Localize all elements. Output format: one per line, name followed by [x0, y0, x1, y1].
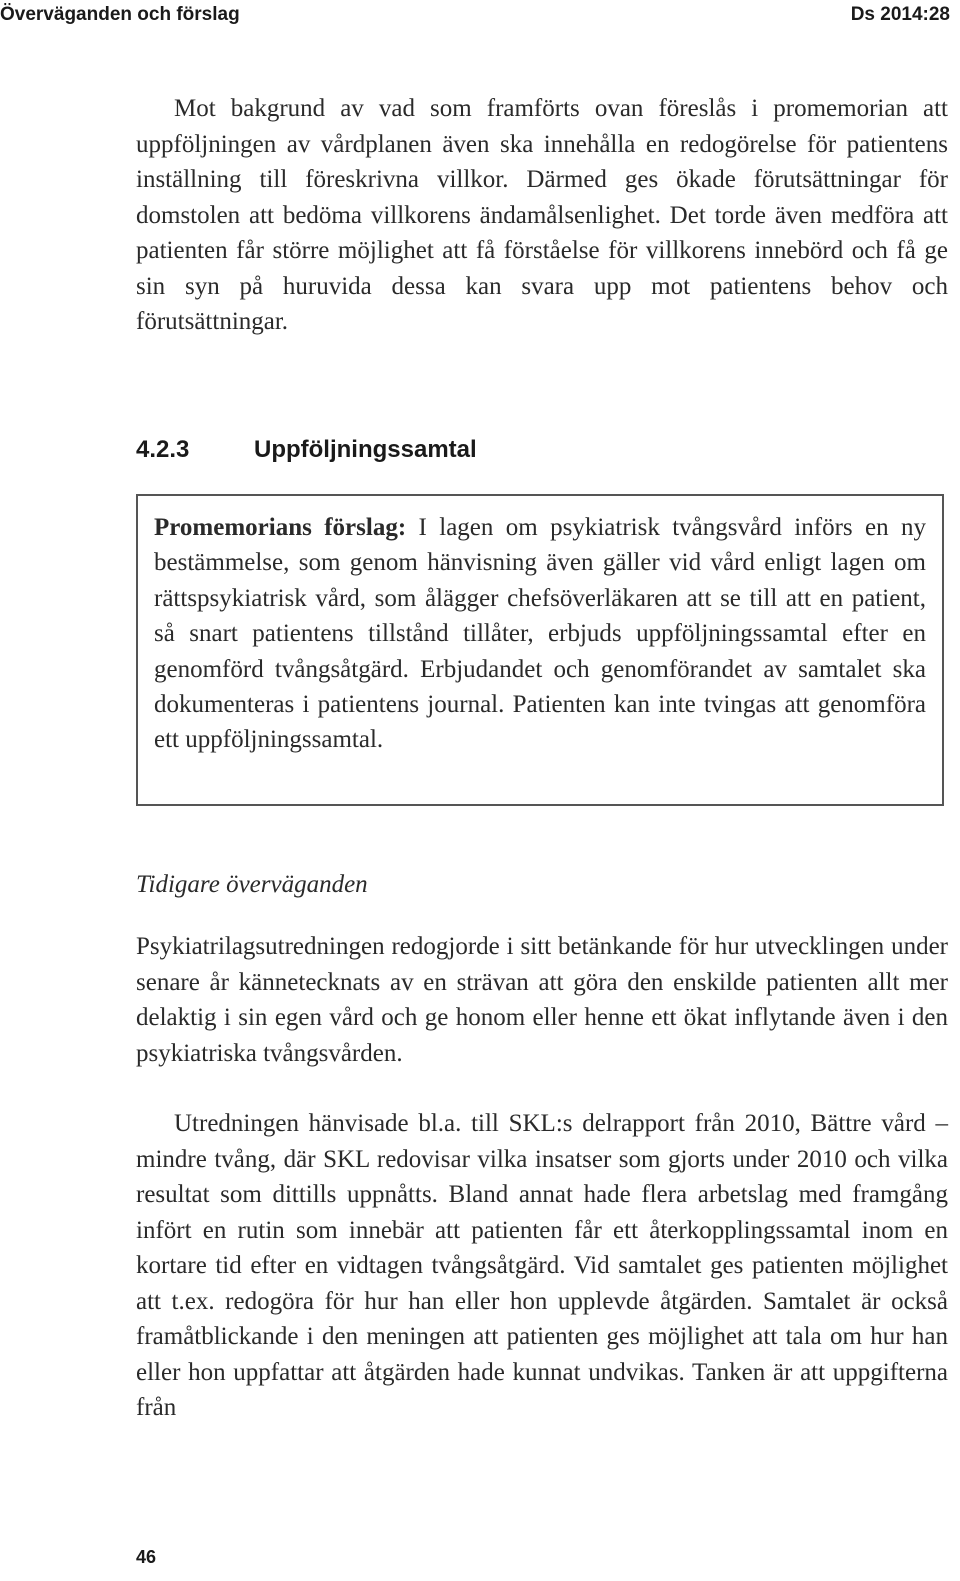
section-heading	[136, 436, 948, 464]
proposal-text: I lagen om psykiatrisk tvångsvård införs en ny bestämmelse, som genom hänvisning även gäller vid vård enligt lagen om rättspsykiatrisk vård, som ålägger chefsöverläkaren att se till att en patient, så snart patientens tillstånd tillåter, erbjuds uppföljningssamtal efter en genomförd tvångsåtgärd. Erbjudandet och genomförandet av samtalet ska dokumenteras i patientens journal. Patienten kan inte tvingas att genomföra ett uppföljningssamtal.	[154, 514, 926, 754]
page-header	[0, 4, 960, 34]
section-number: 4.2.3	[136, 436, 190, 463]
proposal-box	[136, 494, 944, 806]
body-paragraph-2: Utredningen hänvisade bl.a. till SKL:s delrapport från 2010, Bättre vård – mindre tvång, där SKL redovisar vilka insatser som gjorts under 2010 och vilka resultat som dittills uppnåtts. Bland annat hade flera arbetslag med framgång infört en rutin som innebär att patienten får ett återkopplingssamtal inom en kortare tid efter en vidtagen tvångsåtgärd. Vid samtalet ges patienten möjlighet att t.ex. redogöra för hur han eller hon upplevde åtgärden. Samtalet är också framåtblickande i den meningen att patienten ges möjlighet att tala om hur han eller hon uppfattar att åtgärden hade kunnat undvikas. Tanken är att uppgifterna från	[136, 1110, 948, 1421]
page-number: 46	[136, 1547, 157, 1567]
intro-paragraph: Mot bakgrund av vad som framförts ovan föreslås i promemorian att uppföljningen av vårdplanen även ska innehålla en redogörelse för patientens inställning till föreskrivna villkor. Därmed ges ökade förutsättningar för domstolen att bedöma villkorens ändamålsenlighet. Det torde även medföra att patienten får större möjlighet att få förståelse för villkorens innebörd och få ge sin syn på huruvida dessa kan svara upp mot patientens behov och förutsättningar.	[136, 95, 948, 335]
section-title: Uppföljningssamtal	[254, 436, 477, 463]
running-header-chapter: Överväganden och förslag	[0, 4, 240, 25]
proposal-paragraph	[154, 510, 926, 758]
running-header-doc-id: Ds 2014:28	[850, 4, 950, 25]
proposal-lead: Promemorians förslag:	[154, 514, 407, 541]
body-paragraph-1: Psykiatrilagsutredningen redogjorde i sitt betänkande för hur utvecklingen under senare år kännetecknats av en strävan att göra den enskilde patienten allt mer delaktig i sin egen vård och ge honom eller henne ett ökat inflytande även i den psykiatriska tvångsvården.	[136, 933, 948, 1067]
subheading-previous-considerations: Tidigare överväganden	[136, 871, 368, 898]
